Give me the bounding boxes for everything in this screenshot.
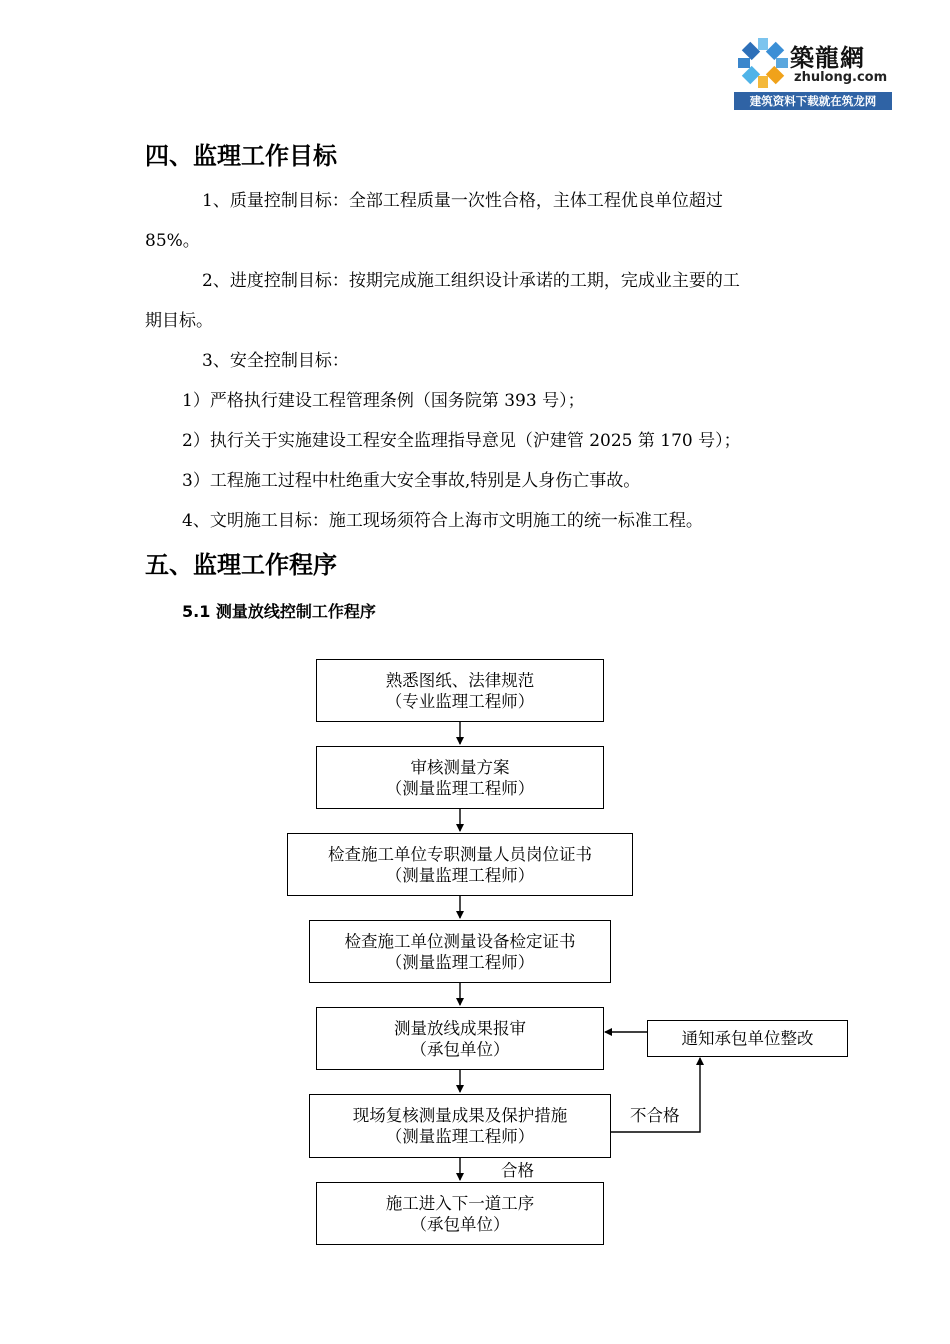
flow-step-check-personnel-certificates [287,833,633,896]
safety-item-3: 3）工程施工过程中杜绝重大安全事故,特别是人身伤亡事故。 [182,471,641,491]
flow-step-role: （测量监理工程师） [385,952,535,972]
flow-step-role: （测量监理工程师） [385,778,535,798]
flow-step-submit-survey-results [316,1007,604,1070]
flow-step-role: （承包单位） [410,1039,510,1059]
flow-step-title: 检查施工单位专职测量人员岗位证书 [328,844,592,864]
brand-name-cn: 築龍網 [790,43,865,72]
brand-slogan: 建筑资料下载就在筑龙网 [734,92,892,110]
flow-step-study-drawings [316,659,604,722]
pass-label: 合格 [501,1161,534,1180]
flow-step-title: 施工进入下一道工序 [385,1193,535,1213]
flow-step-onsite-recheck [309,1094,611,1158]
fail-label: 不合格 [630,1106,680,1125]
flow-step-title: 熟悉图纸、法律规范 [385,670,535,690]
brand-name-en: zhulong.com [794,70,888,85]
flow-step-title: 现场复核测量成果及保护措施 [352,1106,568,1125]
flow-step-title: 审核测量方案 [410,757,510,777]
quality-goal-line2: 85%。 [145,231,200,251]
flow-step-title: 测量放线成果报审 [394,1018,526,1038]
flow-side-title: 通知承包单位整改 [681,1029,814,1048]
schedule-goal-line1: 2、进度控制目标：按期完成施工组织设计承诺的工期，完成业主要的工 [202,271,740,291]
flow-step-title: 检查施工单位测量设备检定证书 [344,931,576,951]
flow-step-review-survey-plan [316,746,604,809]
subsection-5-1-title: 5.1 测量放线控制工作程序 [182,602,376,621]
safety-item-2: 2）执行关于实施建设工程安全监理指导意见（沪建管 2025 第 170 号）； [182,431,741,451]
quality-goal-line1: 1、质量控制目标：全部工程质量一次性合格，主体工程优良单位超过 [202,191,723,211]
section-5-heading: 五、监理工作程序 [145,551,337,579]
flow-step-next-process [316,1182,604,1245]
section-4-heading: 四、监理工作目标 [145,142,337,170]
flow-step-role: （承包单位） [410,1214,510,1234]
flow-step-role: （测量监理工程师） [385,865,535,885]
flow-step-role: （专业监理工程师） [385,691,535,711]
safety-item-1: 1）严格执行建设工程管理条例（国务院第 393 号）； [182,391,585,411]
flow-side-notify-rectification [647,1020,848,1057]
schedule-goal-line2: 期目标。 [145,311,213,331]
flow-step-check-equipment-certificates [309,920,611,983]
safety-goal-heading: 3、安全控制目标： [202,351,349,371]
flow-step-role: （测量监理工程师） [385,1127,535,1146]
civilized-construction-goal: 4、文明施工目标：施工现场须符合上海市文明施工的统一标准工程。 [182,511,703,531]
